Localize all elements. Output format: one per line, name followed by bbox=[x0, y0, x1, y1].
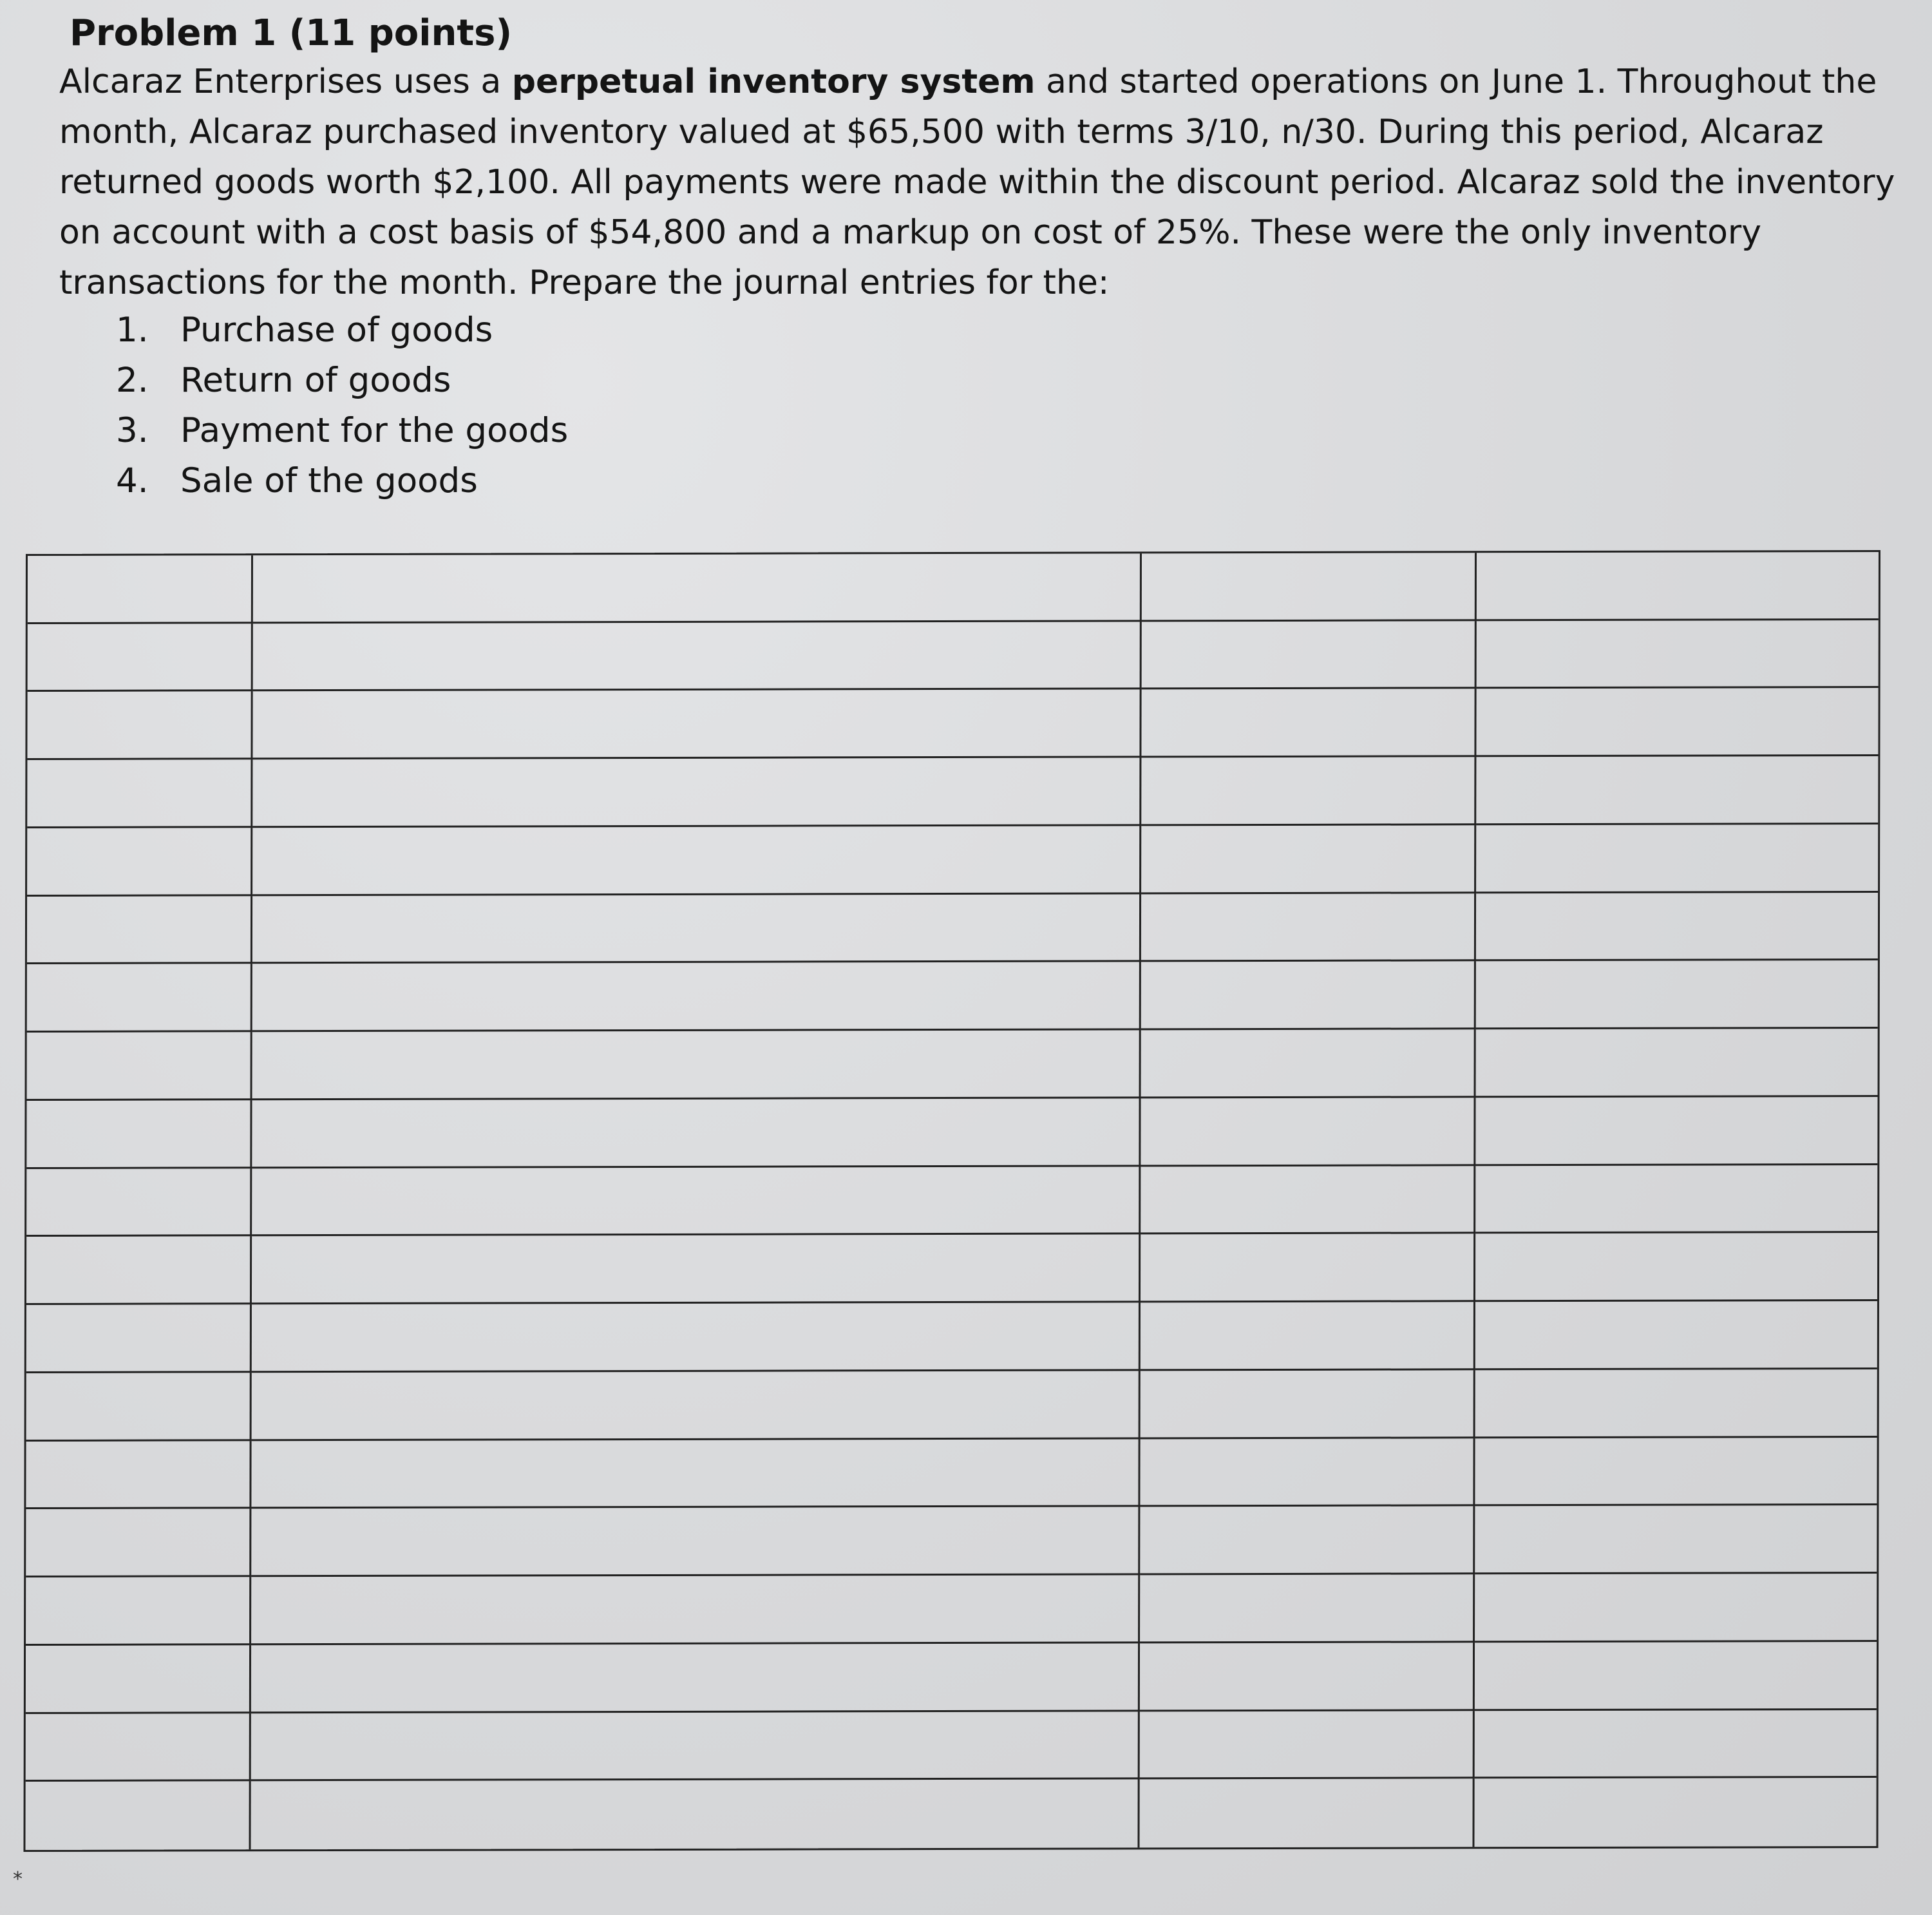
table-cell[interactable] bbox=[1140, 1643, 1475, 1711]
table-cell[interactable] bbox=[252, 1167, 1141, 1237]
table-cell[interactable] bbox=[251, 1439, 1140, 1509]
table-cell[interactable] bbox=[1475, 1438, 1877, 1507]
table-cell[interactable] bbox=[1141, 1166, 1475, 1235]
list-item bbox=[116, 456, 568, 506]
table-cell[interactable] bbox=[1476, 1029, 1878, 1098]
table-cell[interactable] bbox=[1475, 1233, 1877, 1302]
table-cell[interactable] bbox=[251, 1643, 1140, 1713]
table-cell[interactable] bbox=[1140, 1574, 1475, 1643]
description-line-3: returned goods worth $2,100. All payments were made within the discount period. Alcaraz sold the inventory bbox=[59, 163, 1895, 202]
table-cell[interactable] bbox=[253, 553, 1142, 624]
table-cell[interactable] bbox=[26, 1168, 252, 1237]
description-line-1: Alcaraz Enterprises uses a perpetual inventory system and started operations on June 1. Throughout the bbox=[59, 62, 1877, 101]
table-cell[interactable] bbox=[1139, 1779, 1474, 1848]
list-number: 4. bbox=[116, 461, 149, 500]
table-cell[interactable] bbox=[252, 1371, 1141, 1441]
table-cell[interactable] bbox=[1475, 1505, 1877, 1574]
table-cell[interactable] bbox=[1476, 688, 1878, 757]
list-number: 1. bbox=[116, 310, 149, 350]
table-cell[interactable] bbox=[28, 624, 253, 692]
table-cell[interactable] bbox=[26, 1100, 252, 1168]
table-cell[interactable] bbox=[26, 1577, 251, 1645]
table-cell[interactable] bbox=[1475, 1710, 1877, 1778]
list-label: Sale of the goods bbox=[180, 461, 478, 500]
table-cell[interactable] bbox=[1141, 1029, 1476, 1098]
list-item bbox=[116, 356, 568, 406]
table-cell[interactable] bbox=[252, 758, 1141, 828]
table-cell[interactable] bbox=[1142, 621, 1477, 690]
table-cell[interactable] bbox=[1140, 1507, 1475, 1576]
table-cell[interactable] bbox=[26, 1304, 252, 1373]
table-cell[interactable] bbox=[27, 1032, 252, 1100]
table-cell[interactable] bbox=[1476, 824, 1878, 893]
table-cell[interactable] bbox=[1474, 1778, 1876, 1847]
table-cell[interactable] bbox=[27, 759, 252, 828]
table-cell[interactable] bbox=[1475, 1165, 1877, 1234]
table-cell[interactable] bbox=[1475, 1642, 1877, 1711]
table-cell[interactable] bbox=[1475, 1301, 1877, 1370]
footer-mark: * bbox=[13, 1868, 23, 1891]
list-item bbox=[116, 406, 568, 456]
table-cell[interactable] bbox=[251, 1780, 1139, 1850]
table-cell[interactable] bbox=[1141, 689, 1476, 758]
list-label: Purchase of goods bbox=[180, 310, 493, 350]
table-cell[interactable] bbox=[252, 1302, 1141, 1373]
table-cell[interactable] bbox=[27, 828, 252, 896]
table-cell[interactable] bbox=[1141, 757, 1476, 826]
table-cell[interactable] bbox=[1476, 756, 1878, 825]
table-cell[interactable] bbox=[26, 1713, 251, 1782]
table-cell[interactable] bbox=[26, 1509, 251, 1577]
list-label: Return of goods bbox=[180, 361, 451, 400]
table-cell[interactable] bbox=[1476, 960, 1878, 1029]
table-cell[interactable] bbox=[26, 1441, 251, 1509]
table-cell[interactable] bbox=[27, 692, 252, 760]
table-cell[interactable] bbox=[28, 555, 253, 624]
table-cell[interactable] bbox=[252, 826, 1141, 896]
table-cell[interactable] bbox=[1475, 1574, 1877, 1643]
list-item bbox=[116, 305, 568, 356]
problem-description bbox=[59, 57, 1927, 308]
table-cell[interactable] bbox=[251, 1507, 1140, 1577]
table-cell[interactable] bbox=[1141, 1234, 1475, 1303]
list-label: Payment for the goods bbox=[180, 411, 569, 450]
table-cell[interactable] bbox=[1475, 1369, 1877, 1438]
table-cell[interactable] bbox=[25, 1782, 251, 1850]
list-number: 3. bbox=[116, 411, 149, 450]
table-cell[interactable] bbox=[252, 690, 1141, 760]
table-cell[interactable] bbox=[1141, 1302, 1475, 1371]
table-cell[interactable] bbox=[1477, 552, 1879, 621]
table-cell[interactable] bbox=[1476, 893, 1878, 962]
table-cell[interactable] bbox=[1142, 553, 1477, 622]
table-cell[interactable] bbox=[26, 1373, 252, 1441]
table-cell[interactable] bbox=[1475, 1097, 1877, 1166]
table-cell[interactable] bbox=[252, 1098, 1141, 1168]
table-cell[interactable] bbox=[1140, 1438, 1475, 1507]
problem-title: Problem 1 (11 points) bbox=[70, 12, 513, 54]
table-cell[interactable] bbox=[26, 1645, 251, 1713]
table-cell[interactable] bbox=[1141, 1370, 1475, 1439]
journal-entry-table bbox=[23, 550, 1880, 1852]
table-cell[interactable] bbox=[1141, 962, 1476, 1031]
table-cell[interactable] bbox=[252, 1235, 1141, 1305]
task-list bbox=[116, 305, 568, 506]
table-cell[interactable] bbox=[27, 896, 252, 964]
table-cell[interactable] bbox=[252, 1031, 1141, 1101]
description-line-5: transactions for the month. Prepare the journal entries for the: bbox=[59, 263, 1110, 302]
bold-term: perpetual inventory system bbox=[511, 62, 1036, 101]
table-cell[interactable] bbox=[1140, 1711, 1475, 1780]
table-cell[interactable] bbox=[27, 964, 252, 1033]
table-cell[interactable] bbox=[26, 1237, 252, 1305]
table-cell[interactable] bbox=[252, 962, 1141, 1033]
table-cell[interactable] bbox=[251, 1575, 1140, 1645]
description-line-2: month, Alcaraz purchased inventory valued at $65,500 with terms 3/10, n/30. During this period, Alcaraz bbox=[59, 113, 1824, 151]
list-number: 2. bbox=[116, 361, 149, 400]
table-cell[interactable] bbox=[1141, 893, 1476, 962]
table-cell[interactable] bbox=[1141, 825, 1476, 894]
table-cell[interactable] bbox=[253, 622, 1142, 692]
table-cell[interactable] bbox=[252, 894, 1141, 964]
description-line-4: on account with a cost basis of $54,800 and a markup on cost of 25%. These were the only inventory bbox=[59, 213, 1762, 252]
table-cell[interactable] bbox=[1141, 1098, 1475, 1167]
table-cell[interactable] bbox=[1477, 620, 1879, 689]
table-cell[interactable] bbox=[251, 1711, 1140, 1782]
